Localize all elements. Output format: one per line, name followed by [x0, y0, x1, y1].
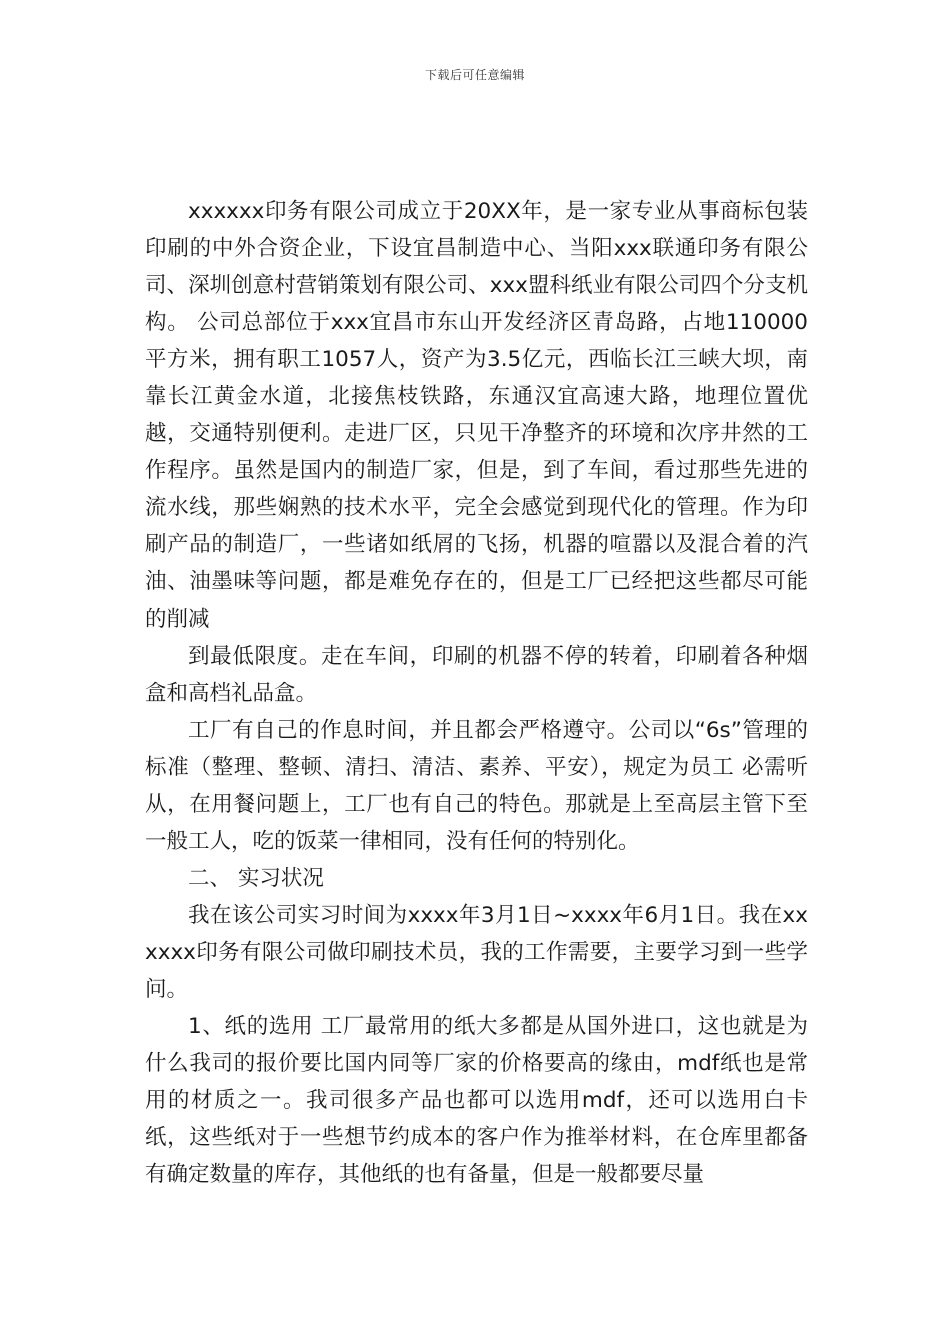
paragraph-paper-selection: 1、纸的选用 工厂最常用的纸大多都是从国外进口，这也就是为什么我司的报价要比国内同等厂家的价格要高的缘由，mdf纸也是常用的材质之一。我司很多产品也都可以选用mdf，还可以选用白卡纸，这些纸对于一些想节约成本的客户作为推举材料，在仓库里都备有确定数量的库存，其他纸的也有备量，但是一般都要尽量 — [145, 1014, 808, 1188]
section-heading-internship: 二、 实习状况 — [188, 865, 324, 891]
page-header-note: 下载后可任意编辑 — [424, 68, 525, 82]
paragraph-schedule-6s: 工厂有自己的作息时间，并且都会严格遵守。公司以“6s”管理的标准（整理、整顿、清扫、清洁、素养、平安），规定为员工 必需听从，在用餐问题上，工厂也有自己的特色。那就是上至高层主管下至一般工人，吃的饭菜一律相同，没有任何的特别化。 — [145, 717, 808, 854]
paragraph-company-intro: xxxxxx印务有限公司成立于20XX年，是一家专业从事商标包装印刷的中外合资企业，下设宜昌制造中心、当阳xxx联通印务有限公司、深圳创意村营销策划有限公司、xxx盟科纸业有限公司四个分支机构。 公司总部位于xxx宜昌市东山开发经济区青岛路，占地110000平方米，拥有职工1057人，资产为3.5亿元，西临长江三峡大坝，南靠长江黄金水道，北接焦枝铁路，东通汉宜高速大路，地理位置优越，交通特别便利。走进厂区，只见干净整齐的环境和次序井然的工作程序。虽然是国内的制造厂家，但是，到了车间，看过那些先进的流水线，那些娴熟的技术水平，完全会感觉到现代化的管理。作为印刷产品的制造厂，一些诸如纸屑的飞扬，机器的喧嚣以及混合着的汽油、油墨味等问题，都是难免存在的，但是工厂已经把这些都尽可能的削减 — [145, 199, 808, 632]
document-body — [145, 193, 808, 1193]
paragraph-workshop: 到最低限度。走在车间，印刷的机器不停的转着，印刷着各种烟盒和高档礼品盒。 — [145, 643, 808, 706]
paragraph-internship-period: 我在该公司实习时间为xxxx年3月1日~xxxx年6月1日。我在xxxxxx印务有限公司做印刷技术员，我的工作需要，主要学习到一些学问。 — [145, 902, 808, 1002]
